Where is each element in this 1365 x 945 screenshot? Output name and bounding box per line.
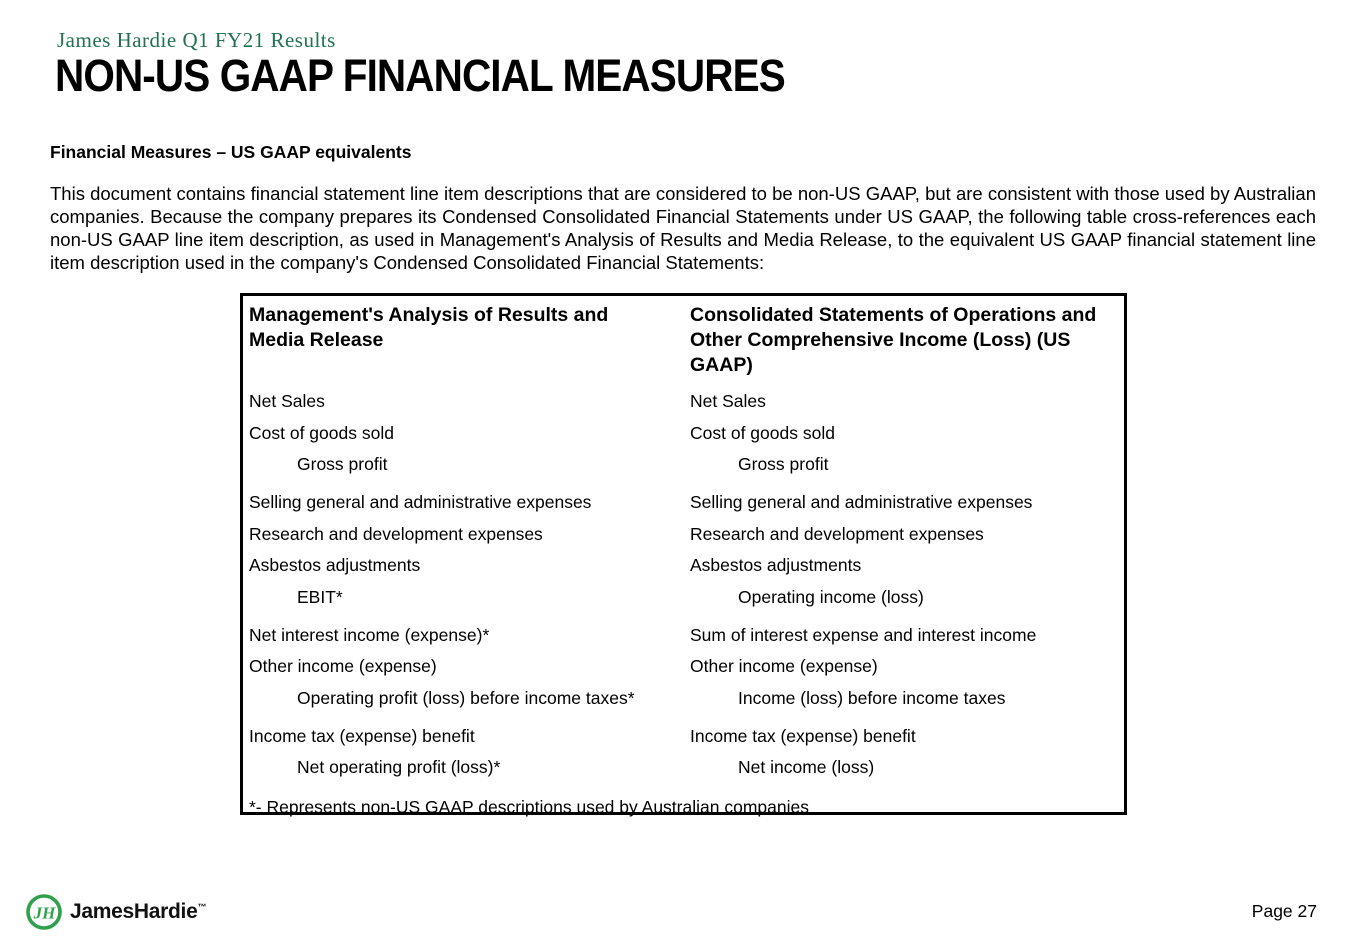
table-cell-right: Cost of goods sold [690,422,835,443]
gaap-equivalents-table [240,293,1127,815]
table-row [249,588,1120,607]
table-cell-right: Income (loss) before income taxes [738,687,1006,708]
table-cell-left: Gross profit [297,454,388,474]
table-row [249,455,1120,474]
table-cell-left: EBIT* [297,586,343,607]
page-title: NON-US GAAP FINANCIAL MEASURES [55,50,785,101]
table-cell-right: Net Sales [690,391,766,411]
table-cell-right: Asbestos adjustments [690,555,862,575]
table-cell-left: Income tax (expense) benefit [249,725,475,746]
page-number: Page 27 [1251,901,1317,921]
table-header-row [249,303,1120,378]
table-cell-left: Operating profit (loss) before income taxes* [297,687,635,708]
table-cell-right: Operating income (loss) [738,586,924,607]
deck-eyebrow: James Hardie Q1 FY21 Results [57,28,336,52]
table-row [249,493,1120,512]
table-cell-left: Net operating profit (loss)* [297,757,501,777]
table-row [249,556,1120,575]
table-row [249,392,1120,411]
table-row [249,525,1120,544]
trademark-symbol: ™ [197,902,207,912]
table-cell-left: Net interest income (expense)* [249,624,490,645]
intro-paragraph: This document contains financial statement line item descriptions that are considered to be non-US GAAP, but are consistent with those used by Australian companies. Because the company prepares its Condensed Consolidated Financial Statements under US GAAP, the following table cross-references each non-US GAAP line item description, as used in Management's Analysis of Results and Media Release, to the equivalent US GAAP financial statement line item description used in the company's Condensed Consolidated Financial Statements: [50,183,1316,273]
table-cell-right: Other income (expense) [690,656,878,676]
svg-text:JH: JH [33,903,56,923]
table-header-management-analysis: Management's Analysis of Results and Media Release [249,304,609,351]
table-cell-right: Research and development expenses [690,523,984,544]
table-cell-right: Sum of interest expense and interest income [690,624,1037,645]
jh-monogram-icon [25,893,63,931]
table-cell-left: Net Sales [249,391,325,411]
table-row [249,626,1120,645]
table-cell-left: Research and development expenses [249,523,543,544]
table-header-consolidated-statements: Consolidated Statements of Operations and Other Comprehensive Income (Loss) (US GAAP) [690,304,1097,376]
table-row [249,424,1120,443]
table-cell-left: Other income (expense) [249,656,437,676]
table-footnote: *- Represents non-US GAAP descriptions used by Australian companies [249,797,809,817]
logo-wordmark: JamesHardie™ [70,900,207,923]
table-row [249,657,1120,676]
company-logo [25,893,206,931]
section-subtitle: Financial Measures – US GAAP equivalents [50,142,412,162]
table-cell-left: Selling general and administrative expenses [249,492,592,512]
table-cell-right: Income tax (expense) benefit [690,725,916,746]
table-cell-left: Cost of goods sold [249,422,394,443]
table-cell-right: Gross profit [738,454,829,474]
table-cell-right: Selling general and administrative expenses [690,492,1033,512]
table-row [249,689,1120,708]
table-row [249,727,1120,746]
table-cell-left: Asbestos adjustments [249,555,421,575]
table-cell-right: Net income (loss) [738,757,875,777]
table-row [249,758,1120,777]
